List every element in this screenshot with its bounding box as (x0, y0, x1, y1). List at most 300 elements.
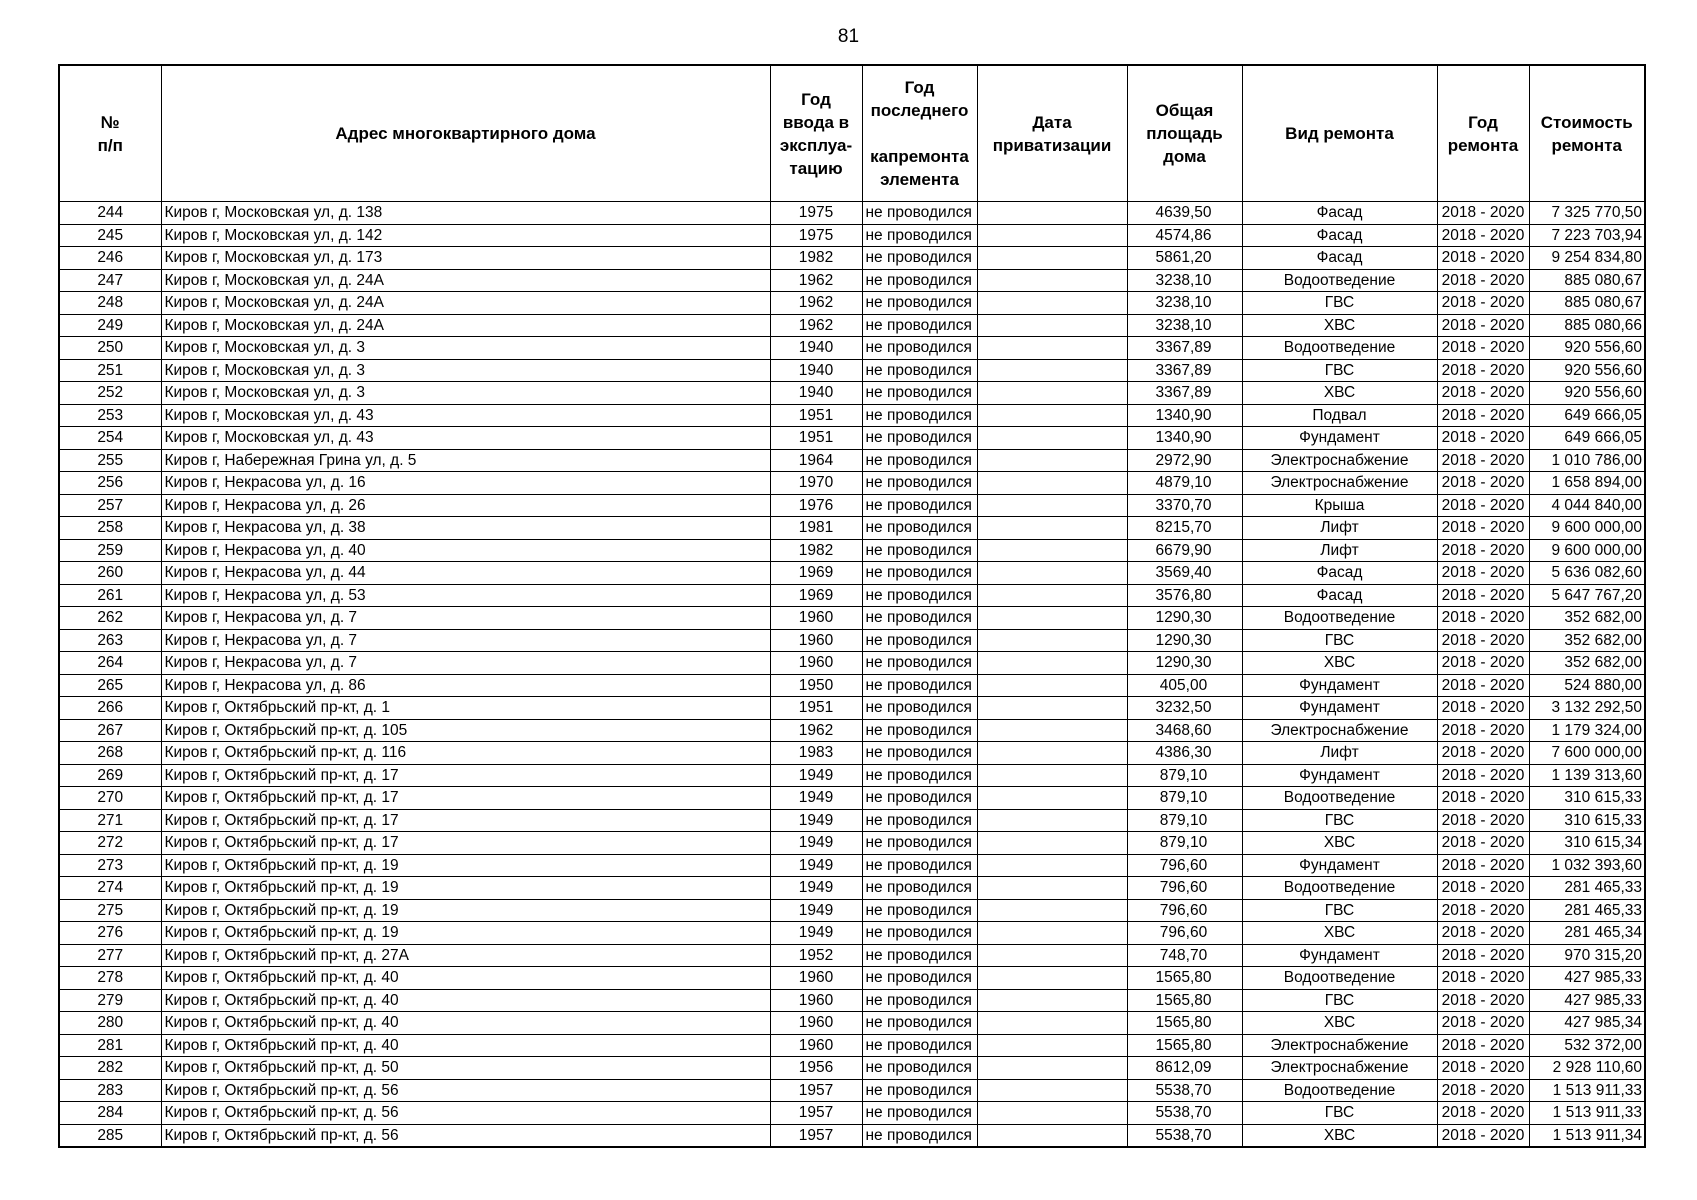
cell-repair-year: 2018 - 2020 (1437, 764, 1529, 787)
cell-repair-type: ГВС (1242, 1102, 1437, 1125)
cell-cost: 352 682,00 (1529, 652, 1645, 675)
cell-last-repair: не проводился (862, 292, 977, 315)
cell-num: 280 (59, 1012, 161, 1035)
cell-last-repair: не проводился (862, 607, 977, 630)
cell-repair-type: Крыша (1242, 494, 1437, 517)
table-row (59, 539, 1645, 562)
cell-area: 4574,86 (1127, 224, 1242, 247)
cell-privatization (977, 1057, 1127, 1080)
header-line: Год (1468, 112, 1498, 132)
cell-num: 262 (59, 607, 161, 630)
cell-year-built: 1951 (770, 697, 862, 720)
cell-year-built: 1949 (770, 809, 862, 832)
cell-cost: 7 325 770,50 (1529, 202, 1645, 225)
cell-cost: 5 647 767,20 (1529, 584, 1645, 607)
cell-year-built: 1960 (770, 607, 862, 630)
cell-cost: 920 556,60 (1529, 337, 1645, 360)
cell-repair-year: 2018 - 2020 (1437, 854, 1529, 877)
cell-year-built: 1975 (770, 224, 862, 247)
cell-repair-type: ХВС (1242, 922, 1437, 945)
cell-area: 3232,50 (1127, 697, 1242, 720)
cell-year-built: 1960 (770, 1034, 862, 1057)
cell-last-repair: не проводился (862, 427, 977, 450)
cell-privatization (977, 247, 1127, 270)
cell-num: 285 (59, 1124, 161, 1147)
cell-num: 275 (59, 899, 161, 922)
cell-last-repair: не проводился (862, 1057, 977, 1080)
cell-year-built: 1962 (770, 292, 862, 315)
cell-year-built: 1981 (770, 517, 862, 540)
header-line (863, 122, 977, 145)
table-row (59, 854, 1645, 877)
cell-cost: 5 636 082,60 (1529, 562, 1645, 585)
cell-last-repair: не проводился (862, 967, 977, 990)
cell-cost: 281 465,33 (1529, 877, 1645, 900)
cell-privatization (977, 517, 1127, 540)
cell-area: 3367,89 (1127, 337, 1242, 360)
cell-area: 6679,90 (1127, 539, 1242, 562)
cell-last-repair: не проводился (862, 517, 977, 540)
cell-last-repair: не проводился (862, 922, 977, 945)
table-row (59, 314, 1645, 337)
cell-cost: 920 556,60 (1529, 382, 1645, 405)
cell-cost: 649 666,05 (1529, 427, 1645, 450)
cell-num: 270 (59, 787, 161, 810)
cell-year-built: 1962 (770, 314, 862, 337)
cell-num: 269 (59, 764, 161, 787)
cell-area: 1290,30 (1127, 629, 1242, 652)
cell-address: Киров г, Некрасова ул, д. 16 (161, 472, 770, 495)
cell-last-repair: не проводился (862, 472, 977, 495)
cell-address: Киров г, Октябрьский пр-кт, д. 27А (161, 944, 770, 967)
cell-cost: 427 985,34 (1529, 1012, 1645, 1035)
cell-repair-year: 2018 - 2020 (1437, 1124, 1529, 1147)
cell-repair-type: ХВС (1242, 1124, 1437, 1147)
header-line: Общая (1155, 101, 1214, 120)
cell-year-built: 1949 (770, 787, 862, 810)
table-row (59, 292, 1645, 315)
cell-year-built: 1949 (770, 899, 862, 922)
header-address (161, 65, 770, 202)
cell-repair-year: 2018 - 2020 (1437, 202, 1529, 225)
cell-cost: 9 600 000,00 (1529, 517, 1645, 540)
cell-privatization (977, 269, 1127, 292)
table-row (59, 652, 1645, 675)
table-row (59, 1079, 1645, 1102)
cell-repair-type: ГВС (1242, 292, 1437, 315)
cell-repair-year: 2018 - 2020 (1437, 292, 1529, 315)
cell-repair-year: 2018 - 2020 (1437, 472, 1529, 495)
table-row (59, 1012, 1645, 1035)
cell-address: Киров г, Октябрьский пр-кт, д. 50 (161, 1057, 770, 1080)
cell-cost: 524 880,00 (1529, 674, 1645, 697)
cell-address: Киров г, Октябрьский пр-кт, д. 17 (161, 832, 770, 855)
cell-repair-type: Водоотведение (1242, 337, 1437, 360)
header-privatization (977, 65, 1127, 202)
cell-cost: 281 465,34 (1529, 922, 1645, 945)
cell-privatization (977, 1124, 1127, 1147)
cell-area: 1565,80 (1127, 989, 1242, 1012)
cell-cost: 310 615,33 (1529, 787, 1645, 810)
cell-privatization (977, 764, 1127, 787)
cell-area: 3569,40 (1127, 562, 1242, 585)
cell-area: 879,10 (1127, 764, 1242, 787)
header-line: Вид ремонта (1285, 124, 1394, 143)
cell-area: 1340,90 (1127, 404, 1242, 427)
cell-num: 244 (59, 202, 161, 225)
cell-last-repair: не проводился (862, 382, 977, 405)
cell-area: 4879,10 (1127, 472, 1242, 495)
table-row (59, 562, 1645, 585)
cell-address: Киров г, Московская ул, д. 24А (161, 269, 770, 292)
cell-repair-type: Фундамент (1242, 764, 1437, 787)
cell-cost: 1 513 911,33 (1529, 1079, 1645, 1102)
cell-num: 265 (59, 674, 161, 697)
cell-area: 8215,70 (1127, 517, 1242, 540)
cell-privatization (977, 562, 1127, 585)
cell-num: 247 (59, 269, 161, 292)
cell-area: 5861,20 (1127, 247, 1242, 270)
cell-privatization (977, 967, 1127, 990)
cell-year-built: 1940 (770, 382, 862, 405)
cell-area: 3370,70 (1127, 494, 1242, 517)
table-row (59, 382, 1645, 405)
cell-area: 5538,70 (1127, 1124, 1242, 1147)
cell-year-built: 1983 (770, 742, 862, 765)
cell-repair-type: ХВС (1242, 1012, 1437, 1035)
header-year-built (770, 65, 862, 202)
cell-last-repair: не проводился (862, 877, 977, 900)
cell-area: 879,10 (1127, 832, 1242, 855)
cell-cost: 1 010 786,00 (1529, 449, 1645, 472)
cell-address: Киров г, Некрасова ул, д. 26 (161, 494, 770, 517)
cell-address: Киров г, Некрасова ул, д. 7 (161, 629, 770, 652)
cell-privatization (977, 359, 1127, 382)
cell-repair-year: 2018 - 2020 (1437, 697, 1529, 720)
header-line: Год (801, 89, 831, 109)
cell-area: 3576,80 (1127, 584, 1242, 607)
cell-area: 796,60 (1127, 899, 1242, 922)
cell-repair-year: 2018 - 2020 (1437, 967, 1529, 990)
cell-cost: 427 985,33 (1529, 967, 1645, 990)
cell-last-repair: не проводился (862, 899, 977, 922)
cell-repair-type: Фасад (1242, 562, 1437, 585)
cell-repair-year: 2018 - 2020 (1437, 1012, 1529, 1035)
cell-address: Киров г, Октябрьский пр-кт, д. 19 (161, 854, 770, 877)
cell-privatization (977, 652, 1127, 675)
cell-cost: 1 513 911,34 (1529, 1124, 1645, 1147)
header-cost (1529, 65, 1645, 202)
cell-last-repair: не проводился (862, 809, 977, 832)
cell-repair-type: ГВС (1242, 899, 1437, 922)
header-repair-year (1437, 65, 1529, 202)
cell-cost: 7 223 703,94 (1529, 224, 1645, 247)
table-row (59, 967, 1645, 990)
cell-last-repair: не проводился (862, 629, 977, 652)
cell-address: Киров г, Октябрьский пр-кт, д. 19 (161, 899, 770, 922)
cell-area: 3468,60 (1127, 719, 1242, 742)
cell-area: 796,60 (1127, 877, 1242, 900)
cell-repair-type: Фундамент (1242, 674, 1437, 697)
cell-repair-type: Подвал (1242, 404, 1437, 427)
cell-year-built: 1949 (770, 832, 862, 855)
table-row (59, 922, 1645, 945)
table-row (59, 1124, 1645, 1147)
cell-repair-year: 2018 - 2020 (1437, 1102, 1529, 1125)
cell-num: 259 (59, 539, 161, 562)
cell-last-repair: не проводился (862, 832, 977, 855)
cell-repair-year: 2018 - 2020 (1437, 922, 1529, 945)
header-line: капремонта (870, 147, 969, 166)
cell-address: Киров г, Октябрьский пр-кт, д. 17 (161, 764, 770, 787)
cell-num: 263 (59, 629, 161, 652)
cell-privatization (977, 854, 1127, 877)
cell-address: Киров г, Октябрьский пр-кт, д. 40 (161, 1012, 770, 1035)
cell-repair-type: Электроснабжение (1242, 719, 1437, 742)
cell-year-built: 1969 (770, 584, 862, 607)
cell-area: 4386,30 (1127, 742, 1242, 765)
cell-area: 1565,80 (1127, 1012, 1242, 1035)
cell-num: 281 (59, 1034, 161, 1057)
cell-last-repair: не проводился (862, 674, 977, 697)
cell-cost: 310 615,34 (1529, 832, 1645, 855)
cell-year-built: 1949 (770, 854, 862, 877)
cell-repair-year: 2018 - 2020 (1437, 314, 1529, 337)
cell-repair-year: 2018 - 2020 (1437, 337, 1529, 360)
cell-year-built: 1960 (770, 967, 862, 990)
cell-num: 250 (59, 337, 161, 360)
cell-repair-type: Электроснабжение (1242, 1057, 1437, 1080)
cell-repair-year: 2018 - 2020 (1437, 427, 1529, 450)
header-line: элемента (880, 170, 959, 189)
cell-num: 266 (59, 697, 161, 720)
cell-repair-year: 2018 - 2020 (1437, 629, 1529, 652)
cell-repair-year: 2018 - 2020 (1437, 607, 1529, 630)
cell-last-repair: не проводился (862, 719, 977, 742)
cell-repair-type: ХВС (1242, 382, 1437, 405)
header-repair-type (1242, 65, 1437, 202)
cell-num: 282 (59, 1057, 161, 1080)
cell-last-repair: не проводился (862, 494, 977, 517)
cell-area: 2972,90 (1127, 449, 1242, 472)
cell-area: 405,00 (1127, 674, 1242, 697)
cell-cost: 1 032 393,60 (1529, 854, 1645, 877)
cell-num: 255 (59, 449, 161, 472)
table-row (59, 427, 1645, 450)
cell-privatization (977, 292, 1127, 315)
header-last-repair (862, 65, 977, 202)
table-row (59, 449, 1645, 472)
cell-repair-type: Водоотведение (1242, 787, 1437, 810)
cell-repair-year: 2018 - 2020 (1437, 652, 1529, 675)
cell-last-repair: не проводился (862, 539, 977, 562)
header-line: Стоимость (1540, 112, 1633, 132)
cell-num: 249 (59, 314, 161, 337)
table-row (59, 1057, 1645, 1080)
cell-year-built: 1960 (770, 989, 862, 1012)
cell-cost: 1 658 894,00 (1529, 472, 1645, 495)
cell-privatization (977, 382, 1127, 405)
cell-address: Киров г, Октябрьский пр-кт, д. 116 (161, 742, 770, 765)
cell-repair-year: 2018 - 2020 (1437, 944, 1529, 967)
cell-year-built: 1951 (770, 404, 862, 427)
cell-repair-year: 2018 - 2020 (1437, 224, 1529, 247)
cell-address: Киров г, Некрасова ул, д. 44 (161, 562, 770, 585)
cell-repair-year: 2018 - 2020 (1437, 562, 1529, 585)
table-row (59, 584, 1645, 607)
cell-repair-year: 2018 - 2020 (1437, 1057, 1529, 1080)
cell-area: 3238,10 (1127, 292, 1242, 315)
cell-address: Киров г, Октябрьский пр-кт, д. 40 (161, 989, 770, 1012)
cell-year-built: 1957 (770, 1102, 862, 1125)
cell-last-repair: не проводился (862, 224, 977, 247)
cell-last-repair: не проводился (862, 1012, 977, 1035)
header-line: тацию (789, 158, 843, 178)
cell-area: 879,10 (1127, 787, 1242, 810)
cell-year-built: 1982 (770, 539, 862, 562)
cell-num: 253 (59, 404, 161, 427)
cell-address: Киров г, Московская ул, д. 43 (161, 404, 770, 427)
cell-num: 284 (59, 1102, 161, 1125)
cell-area: 1340,90 (1127, 427, 1242, 450)
cell-num: 252 (59, 382, 161, 405)
cell-privatization (977, 899, 1127, 922)
cell-last-repair: не проводился (862, 1034, 977, 1057)
cell-last-repair: не проводился (862, 314, 977, 337)
page-number: 81 (837, 26, 860, 47)
cell-repair-type: Водоотведение (1242, 877, 1437, 900)
cell-repair-year: 2018 - 2020 (1437, 359, 1529, 382)
cell-area: 8612,09 (1127, 1057, 1242, 1080)
cell-num: 264 (59, 652, 161, 675)
cell-year-built: 1949 (770, 922, 862, 945)
cell-year-built: 1952 (770, 944, 862, 967)
cell-repair-type: Водоотведение (1242, 269, 1437, 292)
cell-repair-year: 2018 - 2020 (1437, 989, 1529, 1012)
cell-cost: 281 465,33 (1529, 899, 1645, 922)
cell-repair-type: ХВС (1242, 832, 1437, 855)
cell-last-repair: не проводился (862, 359, 977, 382)
cell-privatization (977, 719, 1127, 742)
cell-repair-type: ГВС (1242, 809, 1437, 832)
cell-privatization (977, 1012, 1127, 1035)
cell-year-built: 1956 (770, 1057, 862, 1080)
cell-privatization (977, 989, 1127, 1012)
cell-repair-type: Электроснабжение (1242, 1034, 1437, 1057)
cell-area: 1290,30 (1127, 607, 1242, 630)
header-line: Дата (1032, 112, 1072, 132)
cell-last-repair: не проводился (862, 652, 977, 675)
cell-num: 273 (59, 854, 161, 877)
cell-year-built: 1949 (770, 877, 862, 900)
header-line: площадь (1146, 124, 1223, 143)
cell-repair-year: 2018 - 2020 (1437, 539, 1529, 562)
cell-cost: 885 080,66 (1529, 314, 1645, 337)
table-row (59, 607, 1645, 630)
cell-cost: 352 682,00 (1529, 629, 1645, 652)
cell-cost: 3 132 292,50 (1529, 697, 1645, 720)
cell-area: 748,70 (1127, 944, 1242, 967)
table-row (59, 719, 1645, 742)
cell-address: Киров г, Московская ул, д. 24А (161, 314, 770, 337)
cell-year-built: 1940 (770, 359, 862, 382)
cell-repair-year: 2018 - 2020 (1437, 382, 1529, 405)
cell-repair-type: ГВС (1242, 629, 1437, 652)
cell-cost: 1 179 324,00 (1529, 719, 1645, 742)
cell-year-built: 1982 (770, 247, 862, 270)
cell-repair-year: 2018 - 2020 (1437, 787, 1529, 810)
cell-privatization (977, 584, 1127, 607)
cell-area: 1565,80 (1127, 967, 1242, 990)
cell-repair-type: Лифт (1242, 742, 1437, 765)
table-body (59, 202, 1645, 1148)
cell-privatization (977, 404, 1127, 427)
cell-area: 796,60 (1127, 922, 1242, 945)
header-line: № (100, 112, 120, 132)
table-row (59, 202, 1645, 225)
table-row (59, 832, 1645, 855)
cell-area: 1565,80 (1127, 1034, 1242, 1057)
cell-year-built: 1969 (770, 562, 862, 585)
cell-num: 251 (59, 359, 161, 382)
cell-address: Киров г, Московская ул, д. 138 (161, 202, 770, 225)
cell-last-repair: не проводился (862, 854, 977, 877)
cell-last-repair: не проводился (862, 337, 977, 360)
cell-address: Киров г, Октябрьский пр-кт, д. 56 (161, 1102, 770, 1125)
cell-num: 271 (59, 809, 161, 832)
cell-year-built: 1950 (770, 674, 862, 697)
cell-num: 261 (59, 584, 161, 607)
cell-num: 254 (59, 427, 161, 450)
cell-repair-year: 2018 - 2020 (1437, 494, 1529, 517)
cell-num: 245 (59, 224, 161, 247)
table-row (59, 944, 1645, 967)
cell-cost: 7 600 000,00 (1529, 742, 1645, 765)
table-row (59, 1102, 1645, 1125)
cell-year-built: 1960 (770, 652, 862, 675)
cell-privatization (977, 472, 1127, 495)
cell-repair-year: 2018 - 2020 (1437, 742, 1529, 765)
table-row (59, 764, 1645, 787)
cell-cost: 970 315,20 (1529, 944, 1645, 967)
table-row (59, 899, 1645, 922)
cell-address: Киров г, Некрасова ул, д. 40 (161, 539, 770, 562)
cell-repair-year: 2018 - 2020 (1437, 1079, 1529, 1102)
cell-address: Киров г, Октябрьский пр-кт, д. 40 (161, 967, 770, 990)
cell-address: Киров г, Октябрьский пр-кт, д. 105 (161, 719, 770, 742)
header-line: п/п (97, 135, 123, 155)
cell-privatization (977, 449, 1127, 472)
cell-cost: 1 513 911,33 (1529, 1102, 1645, 1125)
cell-address: Киров г, Некрасова ул, д. 53 (161, 584, 770, 607)
cell-repair-year: 2018 - 2020 (1437, 247, 1529, 270)
cell-address: Киров г, Октябрьский пр-кт, д. 17 (161, 787, 770, 810)
cell-repair-year: 2018 - 2020 (1437, 899, 1529, 922)
cell-last-repair: не проводился (862, 584, 977, 607)
cell-area: 3238,10 (1127, 269, 1242, 292)
cell-cost: 885 080,67 (1529, 292, 1645, 315)
cell-repair-year: 2018 - 2020 (1437, 719, 1529, 742)
cell-address: Киров г, Октябрьский пр-кт, д. 17 (161, 809, 770, 832)
cell-address: Киров г, Некрасова ул, д. 86 (161, 674, 770, 697)
cell-privatization (977, 922, 1127, 945)
table-row (59, 989, 1645, 1012)
cell-repair-type: Фасад (1242, 224, 1437, 247)
cell-repair-year: 2018 - 2020 (1437, 517, 1529, 540)
cell-year-built: 1975 (770, 202, 862, 225)
cell-year-built: 1962 (770, 269, 862, 292)
cell-address: Киров г, Октябрьский пр-кт, д. 56 (161, 1124, 770, 1147)
